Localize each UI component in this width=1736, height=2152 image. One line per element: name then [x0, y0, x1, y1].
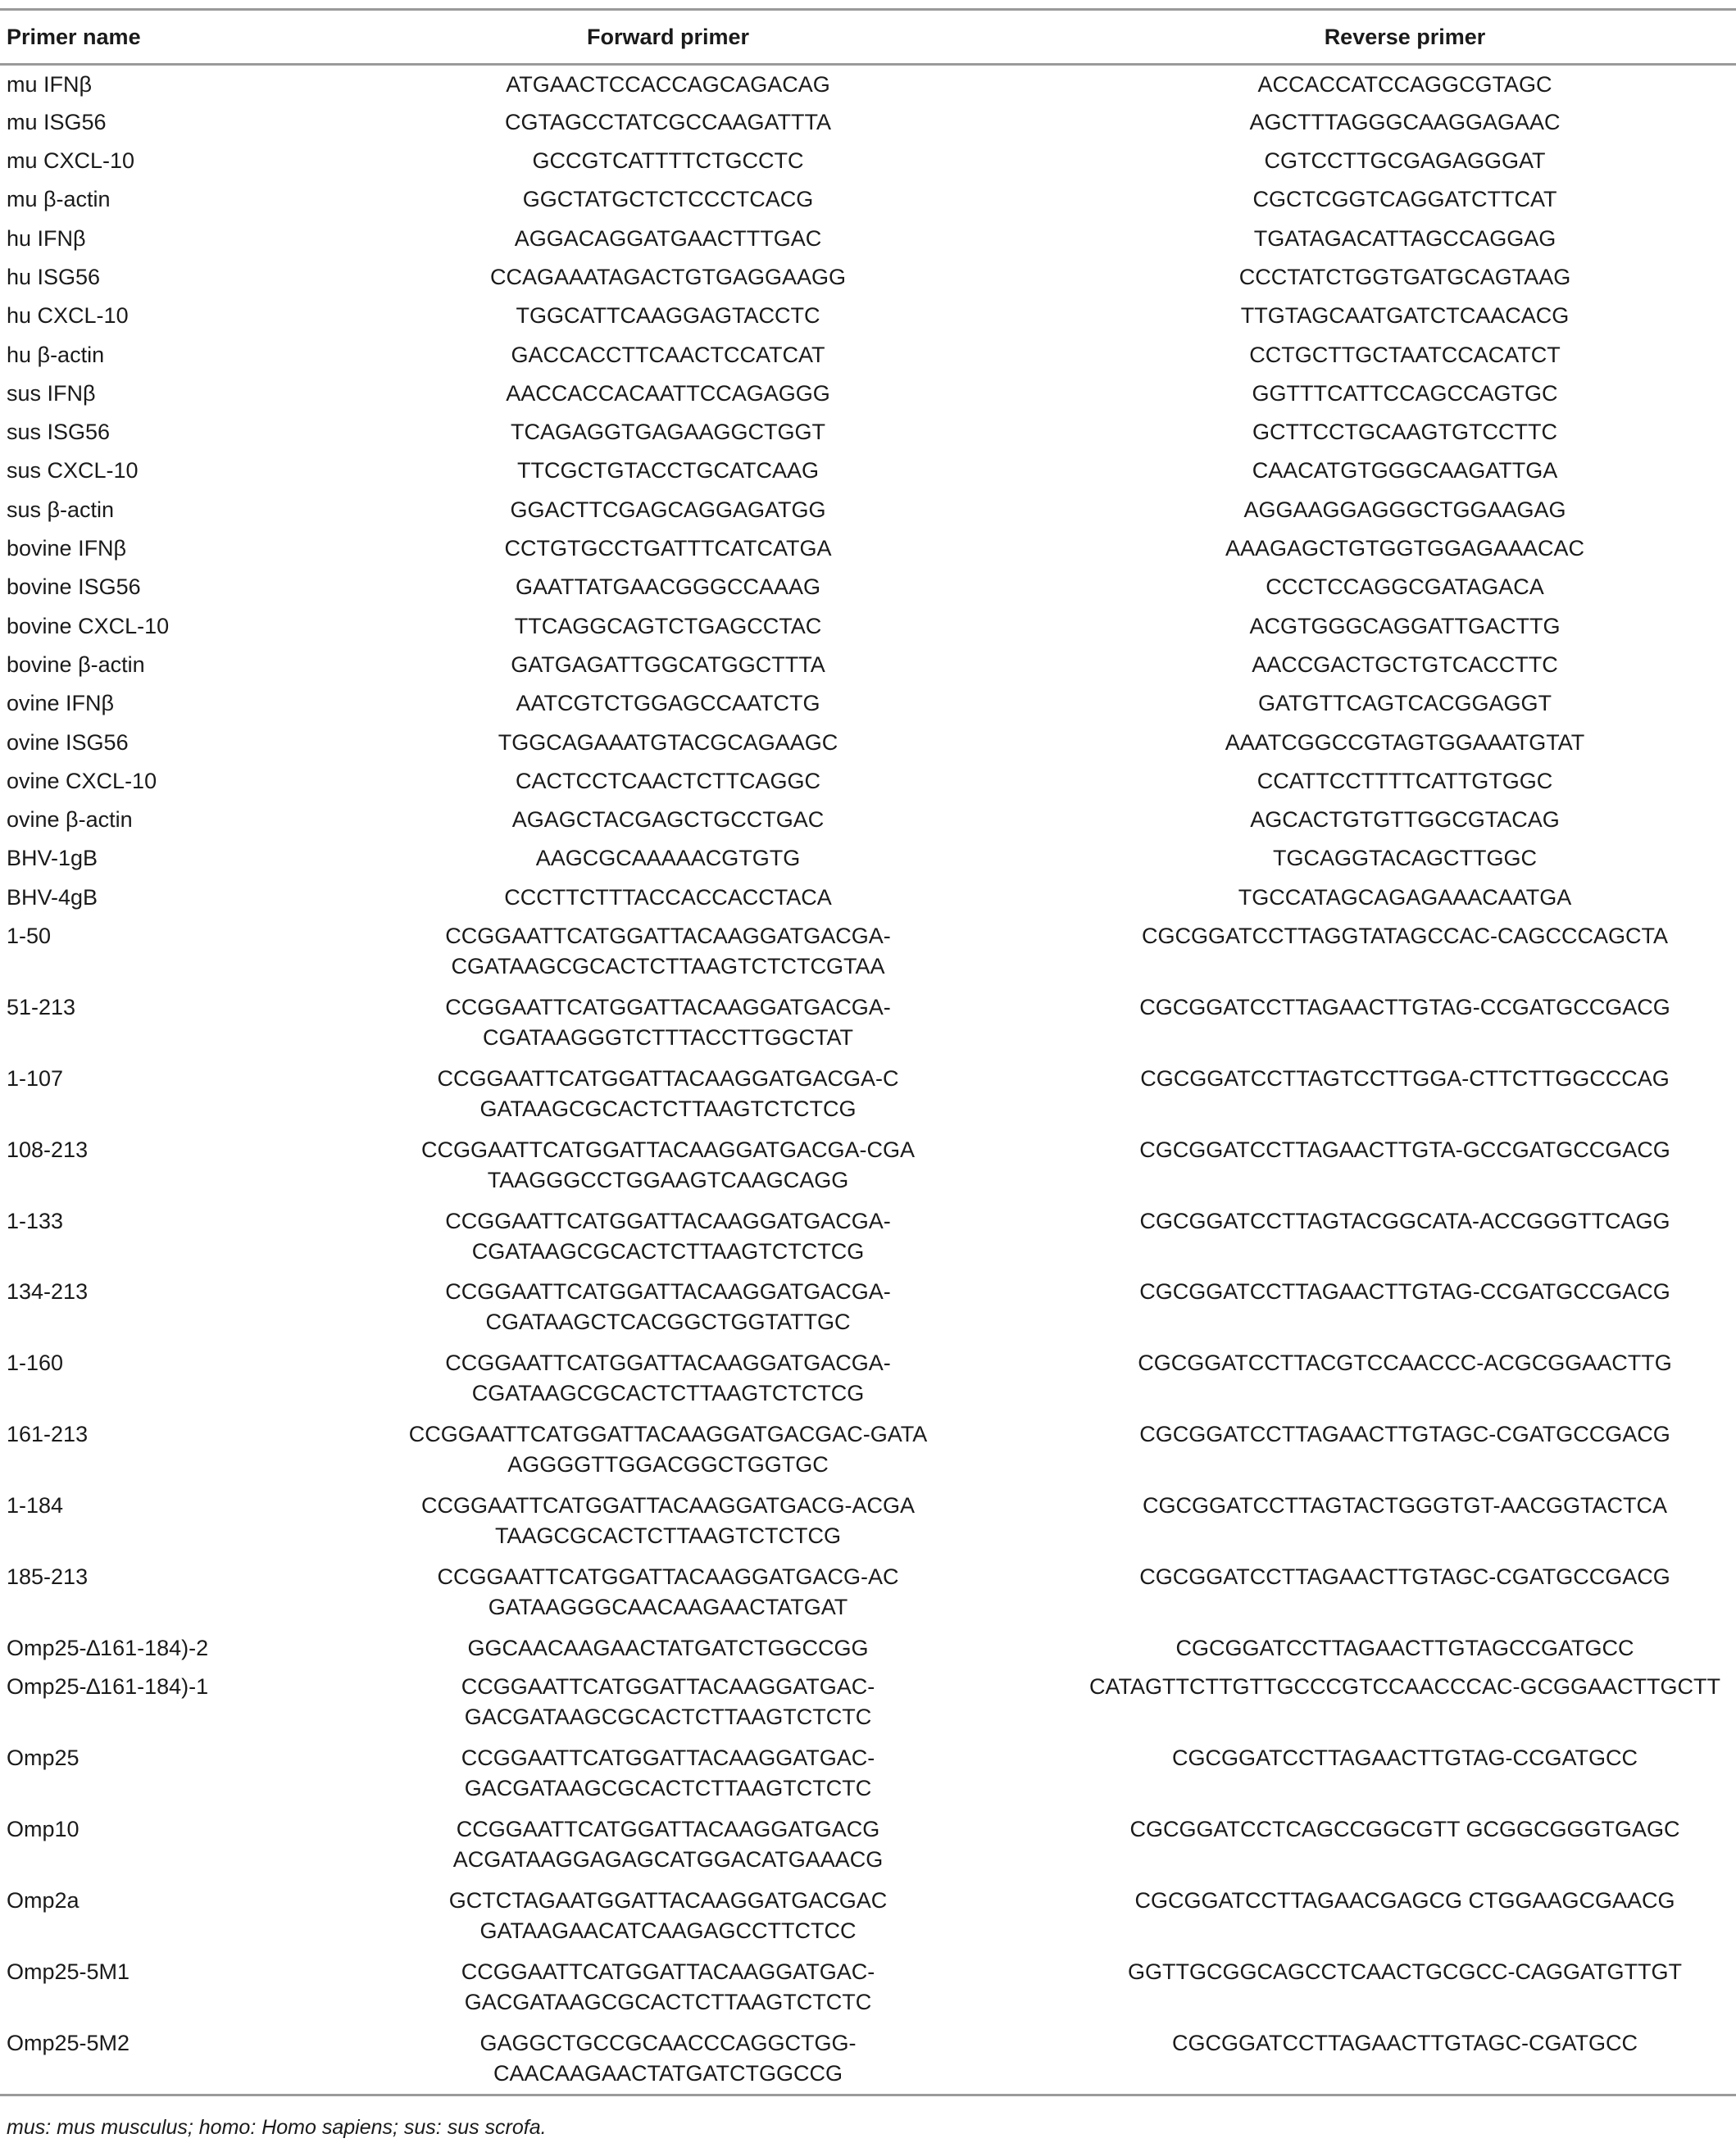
table-row: [0, 684, 1736, 723]
forward-primer-sequence-line: GATAAGGGCAACAAGAACTATGAT: [488, 1595, 848, 1620]
reverse-primer-sequence-line: CGCGGATCCTTAGAACGAGCG CTGGAAGCGAACG: [1134, 1887, 1675, 1913]
primer-name-cell: Omp25: [7, 1746, 80, 1771]
primer-name-cell: Omp25-∆161-184)-2: [7, 1635, 209, 1660]
forward-primer-sequence-line: GAATTATGAACGGGCCAAAG: [515, 574, 821, 600]
forward-primer-sequence-line: TTCGCTGTACCTGCATCAAG: [517, 458, 819, 484]
reverse-primer-sequence-line: CCCTCCAGGCGATAGACA: [1266, 574, 1544, 600]
table-row: [0, 491, 1736, 529]
forward-primer-sequence-line: TAAGGGCCTGGAAGTCAAGCAGG: [487, 1167, 849, 1192]
primer-name-cell: mu IFNβ: [7, 72, 93, 97]
forward-primer-cell: [344, 917, 943, 988]
reverse-primer-cell: [943, 2024, 1736, 2095]
forward-primer-sequence-line: CCGGAATTCATGGATTACAAGGATGACGA-C: [437, 1065, 899, 1091]
reverse-primer-cell: [943, 375, 1736, 413]
forward-primer-sequence-line: CGATAAGCGCACTCTTAAGTCTCTCG: [471, 1381, 865, 1406]
reverse-primer-sequence-line: GGTTTCATTCCAGCCAGTGC: [1252, 380, 1558, 406]
table-row: [0, 1739, 1736, 1810]
forward-primer-sequence-line: CCGGAATTCATGGATTACAAGGATGACGA-: [445, 1208, 891, 1233]
reverse-primer-sequence-line: AGCTTTAGGGCAAGGAGAAC: [1249, 109, 1561, 134]
primer-name-cell: sus ISG56: [7, 420, 111, 445]
reverse-primer-cell: [943, 801, 1736, 839]
reverse-primer-sequence-line: CGCGGATCCTTAGAACTTGTAG-CCGATGCCGACG: [1139, 1279, 1670, 1305]
table-row: [0, 258, 1736, 297]
reverse-primer-cell: [943, 879, 1736, 917]
forward-primer-cell: [344, 336, 943, 375]
primer-name-cell: hu CXCL-10: [7, 303, 129, 329]
reverse-primer-cell: [943, 452, 1736, 490]
forward-primer-cell: [344, 375, 943, 413]
table-row: [0, 297, 1736, 335]
primer-name-cell: hu ISG56: [7, 264, 101, 289]
primer-name-cell: mu ISG56: [7, 109, 107, 134]
table-row: [0, 413, 1736, 452]
reverse-primer-cell: [943, 1953, 1736, 2024]
forward-primer-cell: [344, 529, 943, 568]
reverse-primer-sequence-line: CGCGGATCCTTAGAACTTGTAG-CCGATGCC: [1172, 1746, 1638, 1771]
table-row: [0, 1882, 1736, 1953]
reverse-primer-cell: [943, 1629, 1736, 1668]
forward-primer-sequence-line: GAGGCTGCCGCAACCCAGGCTGG-: [479, 2030, 857, 2055]
primer-name-cell: Omp25-5M1: [7, 1959, 130, 1984]
primer-name-cell: bovine β-actin: [7, 652, 145, 677]
table-row: [0, 220, 1736, 258]
reverse-primer-cell: [943, 413, 1736, 452]
forward-primer-cell: [344, 1668, 943, 1739]
primer-name-cell: Omp10: [7, 1817, 80, 1842]
reverse-primer-cell: [943, 1344, 1736, 1415]
table-row: [0, 1060, 1736, 1131]
reverse-primer-cell: [943, 839, 1736, 878]
forward-primer-sequence-line: CCGGAATTCATGGATTACAAGGATGACGAC-GATA: [408, 1422, 928, 1447]
reverse-primer-sequence-line: CGTCCTTGCGAGAGGGAT: [1264, 148, 1546, 174]
table-row: [0, 452, 1736, 490]
forward-primer-sequence-line: ATGAACTCCACCAGCAGACAG: [506, 72, 830, 97]
table-header: [0, 10, 1736, 65]
reverse-primer-cell: [943, 1668, 1736, 1739]
forward-primer-sequence-line: GCCGTCATTTTCTGCCTC: [532, 148, 804, 174]
reverse-primer-sequence-line: CGCGGATCCTTAGGTATAGCCAC-CAGCCCAGCTA: [1142, 924, 1668, 949]
table-row: [0, 1810, 1736, 1882]
forward-primer-sequence-line: CCAGAAATAGACTGTGAGGAAGG: [489, 264, 847, 289]
reverse-primer-cell: [943, 1882, 1736, 1953]
reverse-primer-sequence-line: TGATAGACATTAGCCAGGAG: [1253, 225, 1556, 251]
forward-primer-sequence-line: CCGGAATTCATGGATTACAAGGATGACGA-: [445, 1279, 891, 1305]
primer-name-cell: 134-213: [7, 1279, 89, 1305]
reverse-primer-cell: [943, 646, 1736, 684]
header-primer-name: Primer name: [7, 24, 141, 49]
forward-primer-sequence-line: TGGCATTCAAGGAGTACCTC: [516, 303, 820, 329]
forward-primer-sequence-line: CCCTTCTTTACCACCACCTACA: [504, 884, 832, 910]
forward-primer-sequence-line: AAGCGCAAAAACGTGTG: [535, 846, 801, 871]
primer-name-cell: ovine β-actin: [7, 807, 133, 833]
forward-primer-sequence-line: CACTCCTCAACTCTTCAGGC: [516, 768, 820, 793]
reverse-primer-cell: [943, 1810, 1736, 1882]
forward-primer-sequence-line: AACCACCACAATTCCAGAGGG: [506, 380, 830, 406]
primer-table: [0, 8, 1736, 2096]
reverse-primer-cell: [943, 1273, 1736, 1344]
reverse-primer-sequence-line: ACCACCATCCAGGCGTAGC: [1257, 72, 1552, 97]
primer-name-cell: mu CXCL-10: [7, 148, 135, 174]
table-row: [0, 1415, 1736, 1487]
forward-primer-sequence-line: GACCACCTTCAACTCCATCAT: [511, 342, 825, 367]
reverse-primer-cell: [943, 1202, 1736, 1273]
forward-primer-sequence-line: CCGGAATTCATGGATTACAAGGATGAC-: [461, 1959, 875, 1984]
reverse-primer-sequence-line: AACCGACTGCTGTCACCTTC: [1252, 652, 1558, 677]
forward-primer-sequence-line: GATAAGCGCACTCTTAAGTCTCTCG: [479, 1096, 857, 1121]
forward-primer-cell: [344, 1344, 943, 1415]
forward-primer-sequence-line: GACGATAAGCGCACTCTTAAGTCTCTC: [464, 1705, 872, 1730]
forward-primer-cell: [344, 297, 943, 335]
primer-name-cell: BHV-4gB: [7, 884, 98, 910]
table-row: [0, 1273, 1736, 1344]
reverse-primer-cell: [943, 142, 1736, 180]
reverse-primer-cell: [943, 1131, 1736, 1202]
primer-name-cell: 51-213: [7, 994, 76, 1019]
forward-primer-sequence-line: CCGGAATTCATGGATTACAAGGATGACG: [456, 1817, 880, 1842]
forward-primer-cell: [344, 1558, 943, 1629]
forward-primer-sequence-line: CCTGTGCCTGATTTCATCATGA: [504, 536, 832, 561]
reverse-primer-sequence-line: CGCGGATCCTTAGAACTTGTAG-CCGATGCCGACG: [1139, 994, 1670, 1019]
reverse-primer-cell: [943, 103, 1736, 142]
reverse-primer-sequence-line: CGCTCGGTCAGGATCTTCAT: [1252, 187, 1557, 212]
primer-name-cell: sus IFNβ: [7, 380, 96, 406]
reverse-primer-sequence-line: CATAGTTCTTGTTGCCCGTCCAACCCAC-GCGGAACTTGCTT: [1089, 1674, 1720, 1700]
reverse-primer-cell: [943, 65, 1736, 103]
table-row: [0, 1487, 1736, 1558]
forward-primer-sequence-line: AGGACAGGATGAACTTTGAC: [514, 225, 822, 251]
reverse-primer-cell: [943, 1558, 1736, 1629]
reverse-primer-sequence-line: CGCGGATCCTTACGTCCAACCC-ACGCGGAACTTG: [1138, 1351, 1672, 1376]
forward-primer-cell: [344, 646, 943, 684]
reverse-primer-cell: [943, 1739, 1736, 1810]
reverse-primer-cell: [943, 724, 1736, 762]
reverse-primer-cell: [943, 762, 1736, 801]
reverse-primer-sequence-line: CGCGGATCCTTAGTACTGGGTGT-AACGGTACTCA: [1143, 1493, 1667, 1519]
primer-name-cell: 1-50: [7, 924, 52, 949]
forward-primer-sequence-line: CCGGAATTCATGGATTACAAGGATGAC-: [461, 1746, 875, 1771]
reverse-primer-sequence-line: CAACATGTGGGCAAGATTGA: [1252, 458, 1558, 484]
table-row: [0, 180, 1736, 219]
forward-primer-sequence-line: AATCGTCTGGAGCCAATCTG: [516, 691, 820, 716]
forward-primer-sequence-line: GACGATAAGCGCACTCTTAAGTCTCTC: [464, 1776, 872, 1801]
forward-primer-cell: [344, 988, 943, 1060]
table-row: [0, 529, 1736, 568]
reverse-primer-sequence-line: CGCGGATCCTTAGAACTTGTAGC-CGATGCCGACG: [1139, 1564, 1670, 1590]
reverse-primer-sequence-line: AGGAAGGAGGGCTGGAAGAG: [1243, 497, 1566, 522]
table-row: [0, 762, 1736, 801]
header-reverse-primer: Reverse primer: [1324, 24, 1486, 49]
forward-primer-sequence-line: GATGAGATTGGCATGGCTTTA: [511, 652, 825, 677]
forward-primer-cell: [344, 1060, 943, 1131]
table-row: [0, 1202, 1736, 1273]
forward-primer-sequence-line: GGCTATGCTCTCCCTCACG: [522, 187, 814, 212]
forward-primer-cell: [344, 724, 943, 762]
reverse-primer-cell: [943, 529, 1736, 568]
forward-primer-cell: [344, 452, 943, 490]
reverse-primer-sequence-line: CCATTCCTTTTCATTGTGGC: [1257, 768, 1553, 793]
forward-primer-cell: [344, 607, 943, 646]
reverse-primer-sequence-line: CCTGCTTGCTAATCCACATCT: [1249, 342, 1561, 367]
forward-primer-sequence-line: GCTCTAGAATGGATTACAAGGATGACGAC: [448, 1887, 888, 1913]
forward-primer-sequence-line: CGATAAGGGTCTTTACCTTGGCTAT: [483, 1024, 853, 1050]
reverse-primer-sequence-line: ACGTGGGCAGGATTGACTTG: [1249, 613, 1561, 638]
forward-primer-sequence-line: GGACTTCGAGCAGGAGATGG: [510, 497, 826, 522]
forward-primer-cell: [344, 1882, 943, 1953]
table-row: [0, 568, 1736, 606]
forward-primer-cell: [344, 839, 943, 878]
forward-primer-sequence-line: ACGATAAGGAGAGCATGGACATGAAACG: [452, 1847, 884, 1873]
reverse-primer-sequence-line: CGCGGATCCTTAGAACTTGTAGC-CGATGCCGACG: [1139, 1422, 1670, 1447]
table-row: [0, 1953, 1736, 2024]
forward-primer-sequence-line: TGGCAGAAATGTACGCAGAAGC: [498, 729, 838, 755]
forward-primer-sequence-line: CGATAAGCGCACTCTTAAGTCTCTCGTAA: [451, 954, 885, 979]
table-row: [0, 1558, 1736, 1629]
reverse-primer-sequence-line: CGCGGATCCTTAGAACTTGTA-GCCGATGCCGACG: [1139, 1137, 1670, 1162]
reverse-primer-sequence-line: TTGTAGCAATGATCTCAACACG: [1240, 303, 1570, 329]
table-row: [0, 917, 1736, 988]
primer-name-cell: ovine ISG56: [7, 729, 129, 755]
forward-primer-cell: [344, 1487, 943, 1558]
forward-primer-sequence-line: TTCAGGCAGTCTGAGCCTAC: [514, 613, 822, 638]
table-row: [0, 1131, 1736, 1202]
table-row: [0, 879, 1736, 917]
table-row: [0, 801, 1736, 839]
reverse-primer-sequence-line: GCTTCCTGCAAGTGTCCTTC: [1252, 420, 1557, 445]
forward-primer-sequence-line: AGGGGTTGGACGGCTGGTGC: [507, 1452, 829, 1478]
forward-primer-sequence-line: CCGGAATTCATGGATTACAAGGATGACGA-: [445, 994, 891, 1019]
primer-name-cell: Omp25-∆161-184)-1: [7, 1674, 209, 1700]
primer-name-cell: 108-213: [7, 1137, 89, 1162]
table-row: [0, 65, 1736, 103]
reverse-primer-sequence-line: GATGTTCAGTCACGGAGGT: [1257, 691, 1552, 716]
forward-primer-sequence-line: CCGGAATTCATGGATTACAAGGATGACG-ACGA: [420, 1493, 916, 1519]
forward-primer-sequence-line: CCGGAATTCATGGATTACAAGGATGACGA-CGA: [420, 1137, 916, 1162]
table-footnote: mus: mus musculus; homo: Homo sapiens; sus: sus scrofa.: [7, 2116, 547, 2139]
primer-name-cell: BHV-1gB: [7, 846, 98, 871]
forward-primer-cell: [344, 762, 943, 801]
primer-name-cell: mu β-actin: [7, 187, 111, 212]
table-row: [0, 1629, 1736, 1668]
forward-primer-cell: [344, 142, 943, 180]
reverse-primer-cell: [943, 336, 1736, 375]
forward-primer-cell: [344, 879, 943, 917]
reverse-primer-cell: [943, 1487, 1736, 1558]
forward-primer-sequence-line: CCGGAATTCATGGATTACAAGGATGACGA-: [445, 1351, 891, 1376]
reverse-primer-cell: [943, 1415, 1736, 1487]
header-forward-primer: Forward primer: [586, 24, 750, 49]
forward-primer-cell: [344, 180, 943, 219]
primer-name-cell: hu β-actin: [7, 342, 105, 367]
reverse-primer-cell: [943, 568, 1736, 606]
primer-name-cell: sus CXCL-10: [7, 458, 139, 484]
primer-name-cell: bovine CXCL-10: [7, 613, 170, 638]
forward-primer-sequence-line: GATAAGAACATCAAGAGCCTTCTCC: [479, 1918, 857, 1943]
table-row: [0, 646, 1736, 684]
forward-primer-sequence-line: CGATAAGCTCACGGCTGGTATTGC: [485, 1310, 851, 1335]
reverse-primer-sequence-line: TGCCATAGCAGAGAAACAATGA: [1238, 884, 1572, 910]
forward-primer-cell: [344, 1273, 943, 1344]
table-row: [0, 607, 1736, 646]
table-body: [0, 65, 1736, 2095]
forward-primer-sequence-line: CAACAAGAACTATGATCTGGCCG: [493, 2060, 843, 2086]
reverse-primer-sequence-line: TGCAGGTACAGCTTGGC: [1273, 846, 1537, 871]
table-row: [0, 988, 1736, 1060]
header-row: [0, 10, 1736, 65]
table-row: [0, 1668, 1736, 1739]
forward-primer-cell: [344, 1629, 943, 1668]
forward-primer-cell: [344, 1810, 943, 1882]
reverse-primer-cell: [943, 1060, 1736, 1131]
table-row: [0, 375, 1736, 413]
primer-name-cell: 1-184: [7, 1493, 64, 1519]
forward-primer-sequence-line: CGATAAGCGCACTCTTAAGTCTCTCG: [471, 1238, 865, 1264]
forward-primer-sequence-line: TCAGAGGTGAGAAGGCTGGT: [510, 420, 826, 445]
primer-table-container: [0, 8, 1736, 2096]
reverse-primer-cell: [943, 180, 1736, 219]
primer-name-cell: bovine ISG56: [7, 574, 141, 600]
reverse-primer-cell: [943, 491, 1736, 529]
primer-name-cell: 1-133: [7, 1208, 64, 1233]
table-row: [0, 142, 1736, 180]
primer-name-cell: Omp25-5M2: [7, 2030, 130, 2055]
table-row: [0, 1344, 1736, 1415]
table-row: [0, 724, 1736, 762]
forward-primer-cell: [344, 2024, 943, 2095]
reverse-primer-cell: [943, 297, 1736, 335]
forward-primer-cell: [344, 684, 943, 723]
forward-primer-sequence-line: GGCAACAAGAACTATGATCTGGCCGG: [467, 1635, 869, 1660]
primer-name-cell: hu IFNβ: [7, 225, 86, 251]
forward-primer-cell: [344, 1202, 943, 1273]
reverse-primer-sequence-line: CGCGGATCCTTAGAACTTGTAGC-CGATGCC: [1172, 2030, 1638, 2055]
forward-primer-sequence-line: CCGGAATTCATGGATTACAAGGATGACG-AC: [437, 1564, 899, 1590]
table-row: [0, 839, 1736, 878]
forward-primer-sequence-line: CCGGAATTCATGGATTACAAGGATGACGA-: [445, 924, 891, 949]
forward-primer-sequence-line: AGAGCTACGAGCTGCCTGAC: [511, 807, 825, 833]
reverse-primer-cell: [943, 988, 1736, 1060]
reverse-primer-sequence-line: CGCGGATCCTCAGCCGGCGTT GCGGCGGGTGAGC: [1129, 1817, 1680, 1842]
reverse-primer-sequence-line: CGCGGATCCTTAGAACTTGTAGCCGATGCC: [1175, 1635, 1634, 1660]
forward-primer-cell: [344, 103, 943, 142]
reverse-primer-sequence-line: CGCGGATCCTTAGTCCTTGGA-CTTCTTGGCCCAG: [1140, 1065, 1670, 1091]
reverse-primer-sequence-line: CCCTATCTGGTGATGCAGTAAG: [1238, 264, 1571, 289]
forward-primer-cell: [344, 1415, 943, 1487]
primer-name-cell: Omp2a: [7, 1887, 80, 1913]
forward-primer-sequence-line: GACGATAAGCGCACTCTTAAGTCTCTC: [464, 1989, 872, 2014]
reverse-primer-cell: [943, 607, 1736, 646]
primer-name-cell: 161-213: [7, 1422, 89, 1447]
reverse-primer-cell: [943, 917, 1736, 988]
reverse-primer-cell: [943, 684, 1736, 723]
table-row: [0, 103, 1736, 142]
reverse-primer-sequence-line: AGCACTGTGTTGGCGTACAG: [1250, 807, 1560, 833]
reverse-primer-sequence-line: GGTTGCGGCAGCCTCAACTGCGCC-CAGGATGTTGT: [1128, 1959, 1682, 1984]
primer-name-cell: ovine CXCL-10: [7, 768, 157, 793]
forward-primer-cell: [344, 258, 943, 297]
reverse-primer-sequence-line: AAATCGGCCGTAGTGGAAATGTAT: [1225, 729, 1585, 755]
primer-name-cell: sus β-actin: [7, 497, 115, 522]
forward-primer-cell: [344, 1739, 943, 1810]
primer-name-cell: 1-107: [7, 1065, 64, 1091]
primer-name-cell: ovine IFNβ: [7, 691, 115, 716]
primer-name-cell: bovine IFNβ: [7, 536, 127, 561]
primer-name-cell: 1-160: [7, 1351, 64, 1376]
forward-primer-cell: [344, 568, 943, 606]
primer-name-cell: 185-213: [7, 1564, 89, 1590]
reverse-primer-cell: [943, 258, 1736, 297]
forward-primer-cell: [344, 65, 943, 103]
forward-primer-sequence-line: CGTAGCCTATCGCCAAGATTTA: [505, 109, 831, 134]
forward-primer-sequence-line: TAAGCGCACTCTTAAGTCTCTCG: [495, 1523, 841, 1549]
table-row: [0, 2024, 1736, 2095]
reverse-primer-sequence-line: CGCGGATCCTTAGTACGGCATA-ACCGGGTTCAGG: [1139, 1208, 1670, 1233]
reverse-primer-cell: [943, 220, 1736, 258]
forward-primer-cell: [344, 413, 943, 452]
forward-primer-cell: [344, 801, 943, 839]
forward-primer-cell: [344, 1953, 943, 2024]
table-row: [0, 336, 1736, 375]
forward-primer-sequence-line: CCGGAATTCATGGATTACAAGGATGAC-: [461, 1674, 875, 1700]
forward-primer-cell: [344, 220, 943, 258]
forward-primer-cell: [344, 1131, 943, 1202]
forward-primer-cell: [344, 491, 943, 529]
reverse-primer-sequence-line: AAAGAGCTGTGGTGGAGAAACAC: [1225, 536, 1585, 561]
